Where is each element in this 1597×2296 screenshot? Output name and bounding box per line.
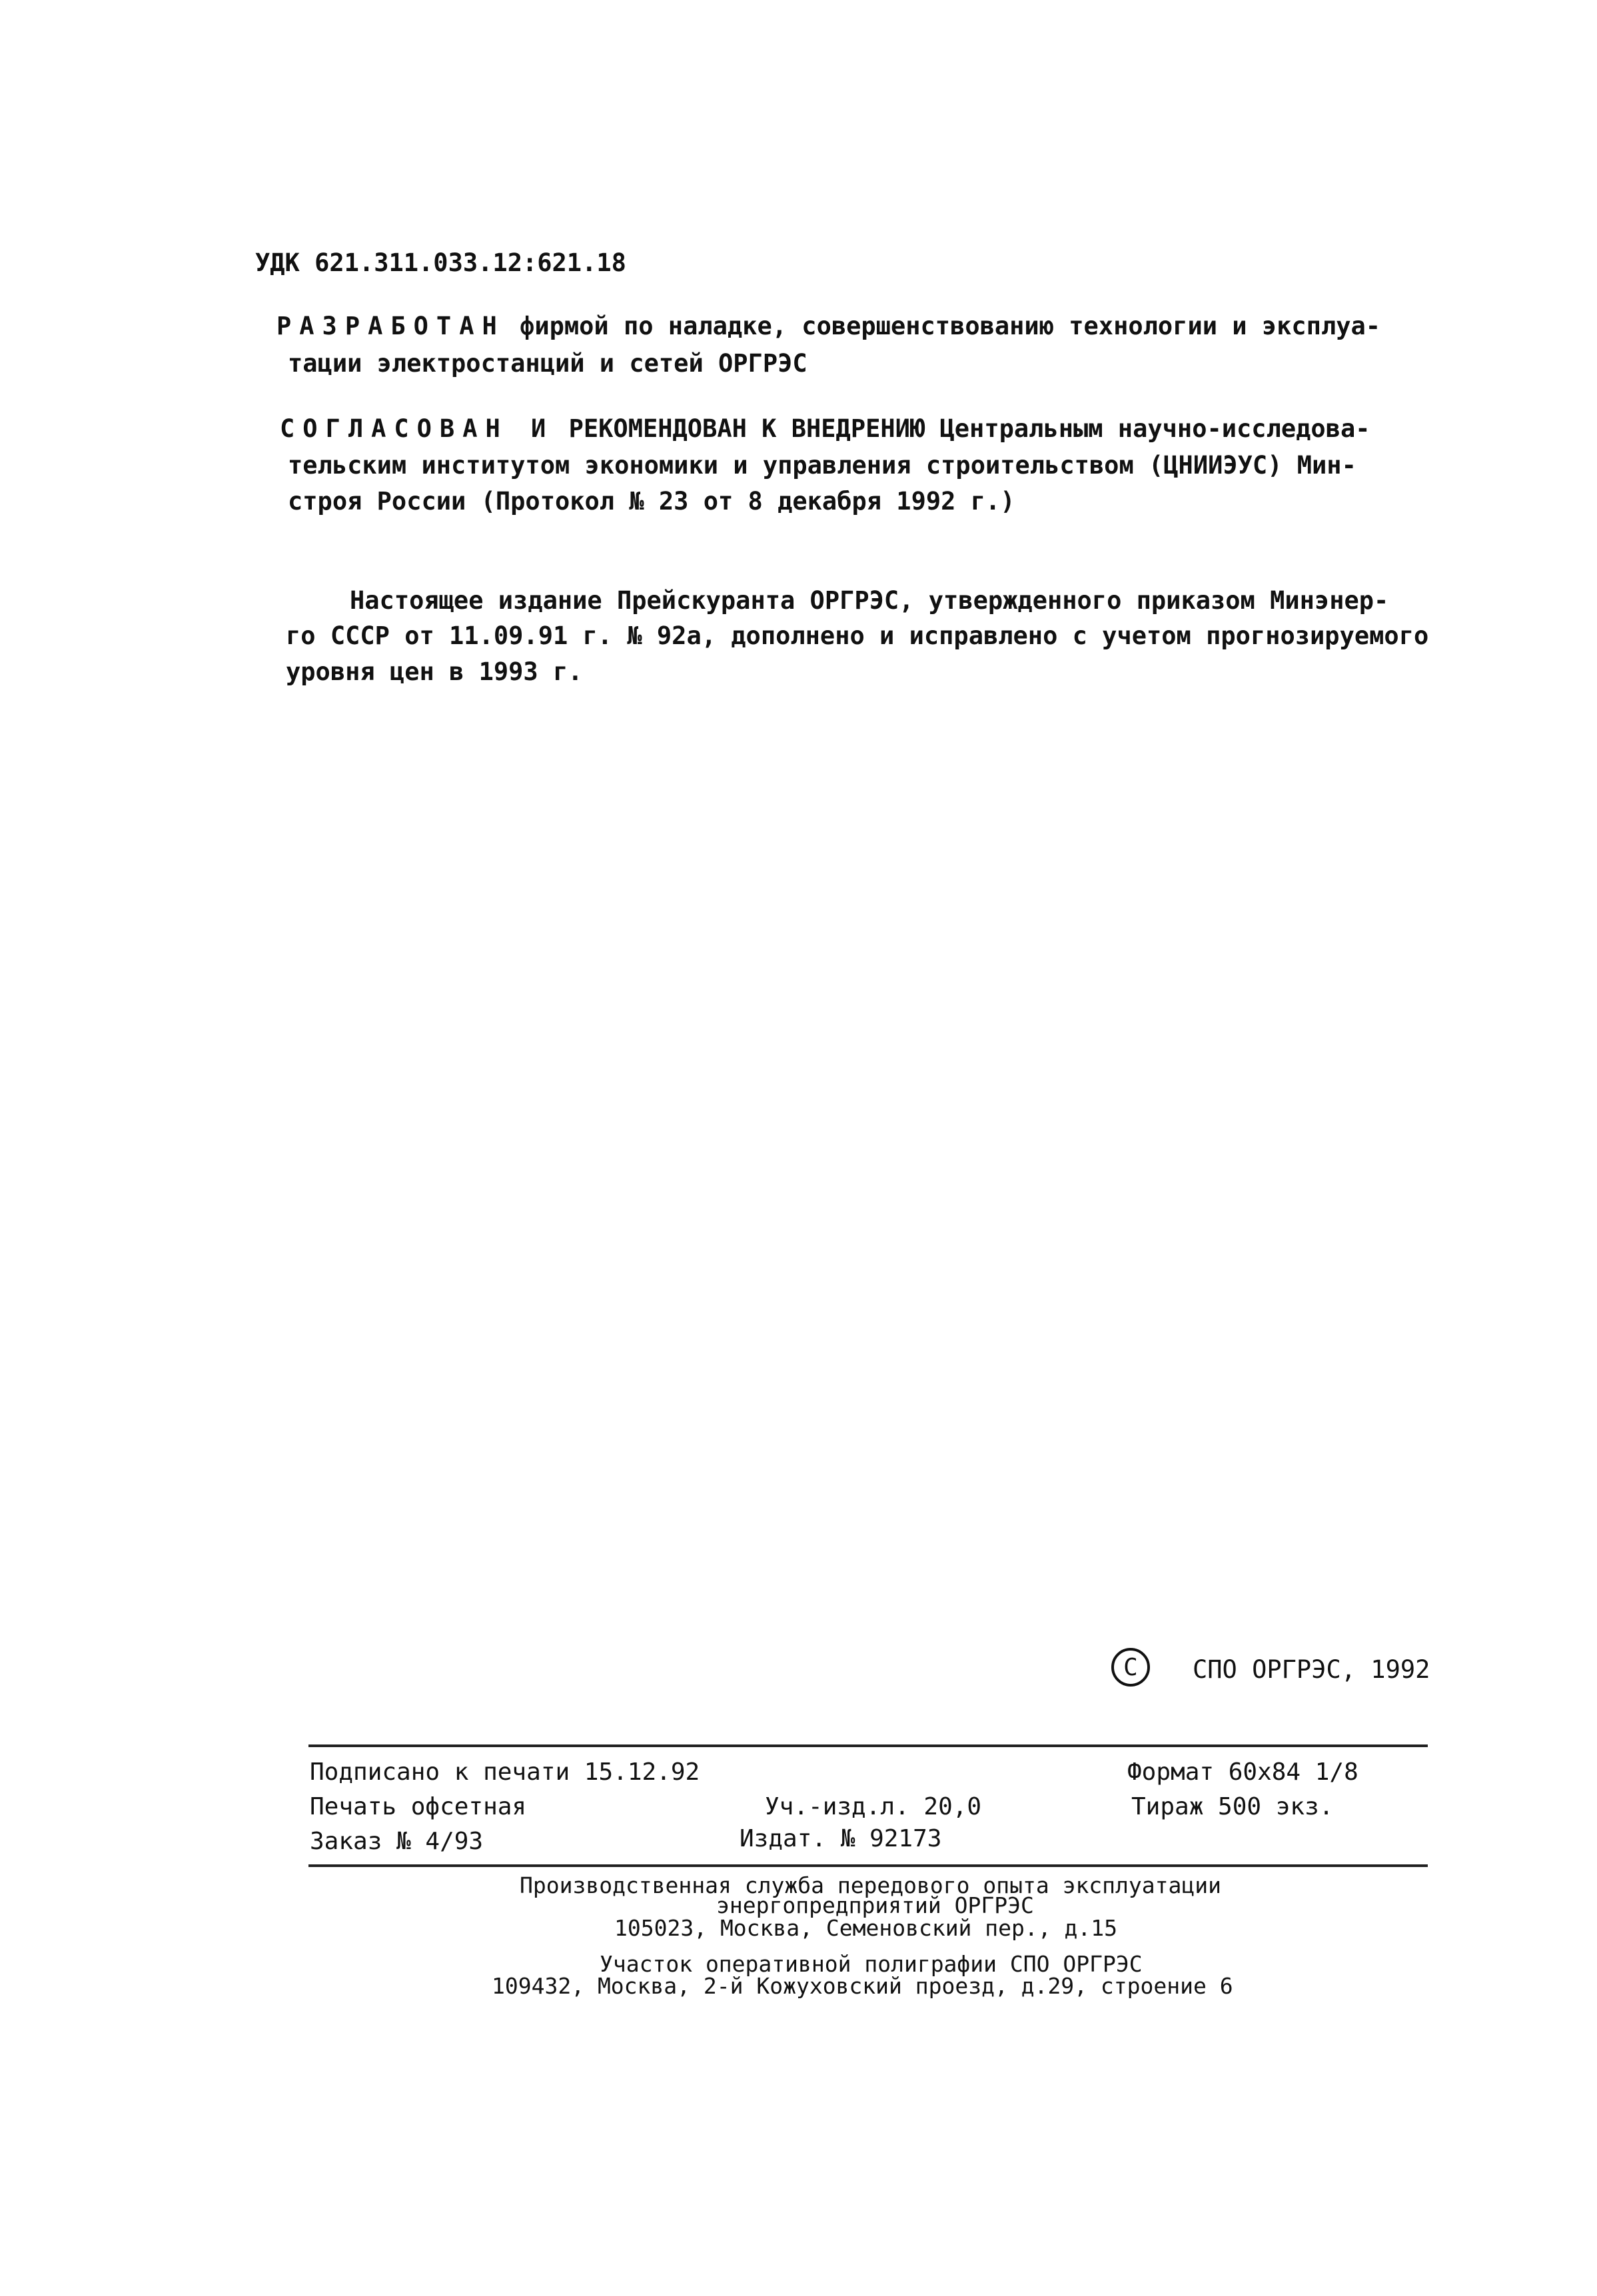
imprint-format: Формат 60х84 1/8: [1127, 1758, 1358, 1786]
note-line-3: уровня цен в 1993 г.: [286, 657, 583, 686]
imprint-print-type: Печать офсетная: [310, 1793, 527, 1820]
publisher-line-2: энергопредприятий ОРГРЭС: [716, 1892, 1034, 1918]
imprint-signed: Подписано к печати 15.12.92: [310, 1758, 700, 1786]
note-line-1: Настоящее издание Прейскуранта ОРГРЭС, утвержденного приказом Минэнер-: [350, 586, 1389, 615]
approved-line-3: строя России (Протокол № 23 от 8 декабря 1992 г.): [288, 487, 1015, 516]
udk-code: УДК 621.311.033.12:621.18: [255, 248, 626, 277]
publisher-line-4: Участок оперативной полиграфии СПО ОРГРЭС: [600, 1951, 1143, 1977]
approved-line-2: тельским институтом экономики и управления строительством (ЦНИИЭУС) Мин-: [288, 451, 1356, 480]
copyright-text: СПО ОРГРЭС, 1992: [1193, 1655, 1430, 1684]
developed-line-2: тации электростанций и сетей ОРГРЭС: [288, 349, 807, 378]
imprint-order: Заказ № 4/93: [310, 1828, 484, 1855]
developed-label: РАЗРАБОТАН: [276, 312, 505, 340]
imprint-bottom-rule: [308, 1864, 1428, 1867]
copyright-symbol: C: [1123, 1653, 1138, 1681]
copyright-icon: [1111, 1648, 1150, 1687]
imprint-uch-izd: Уч.-изд.л. 20,0: [765, 1793, 982, 1820]
approved-label-2: РЕКОМЕНДОВАН К ВНЕДРЕНИЮ: [568, 414, 925, 443]
note-line-2: го СССР от 11.09.91 г. № 92а, дополнено и исправлено с учетом прогнозируемого: [286, 621, 1429, 650]
imprint-top-rule: [308, 1744, 1428, 1747]
publisher-line-3: 105023, Москва, Семеновский пер., д.15: [614, 1915, 1117, 1941]
imprint-tirazh: Тираж 500 экз.: [1131, 1793, 1334, 1820]
developed-line-1: фирмой по наладке, совершенствованию технологии и эксплуа-: [520, 312, 1381, 340]
approved-line-1: Центральным научно-исследова-: [939, 414, 1370, 443]
publisher-line-1: Производственная служба передового опыта эксплуатации: [520, 1872, 1221, 1898]
imprint-izdat: Издат. № 92173: [740, 1825, 942, 1852]
approved-label: СОГЛАСОВАН И: [280, 414, 554, 443]
developed-block: [276, 307, 1380, 346]
approved-block: [280, 410, 1370, 448]
publisher-line-5: 109432, Москва, 2-й Кожуховский проезд, д.29, строение 6: [492, 1973, 1233, 1999]
